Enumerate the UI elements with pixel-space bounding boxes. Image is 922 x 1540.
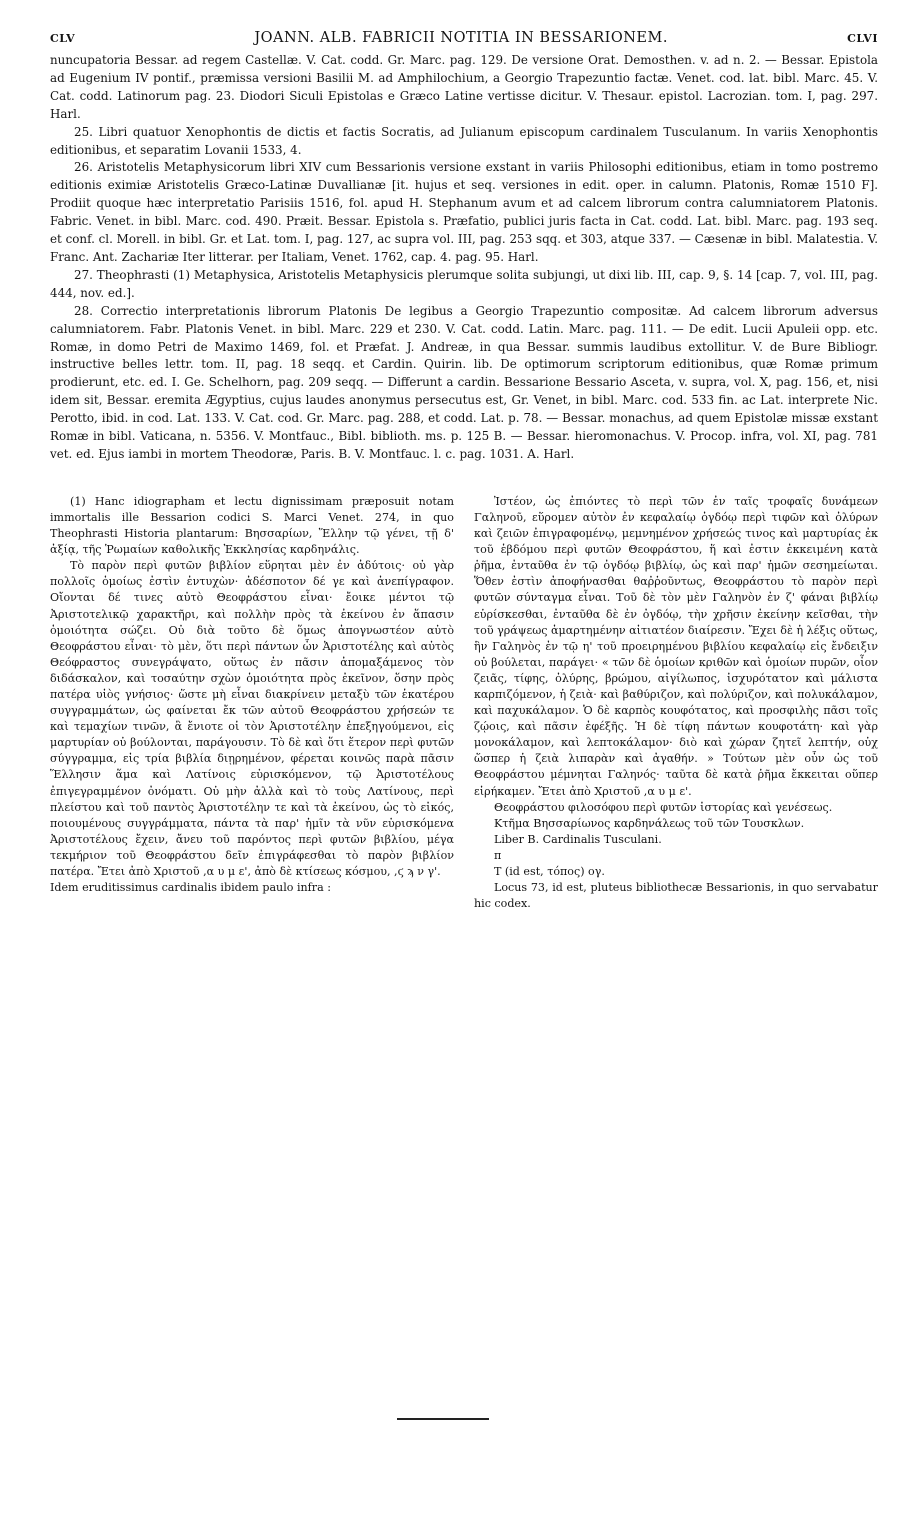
footnote-left-column: [50, 494, 454, 912]
footnote-symbol: π: [494, 848, 502, 862]
paragraph-item-25: 25. Libri quatuor Xenophontis de dictis et factis Socratis, ad Julianum episcopum cardinalem Tusculanum. In variis Xenophontis editionibus, et separatim Lovanii 1533, 4.: [50, 124, 878, 157]
paragraph-item-26: 26. Aristotelis Metaphysicorum libri XIV cum Bessarionis versione exstant in variis Philosophi editionibus, etiam in tomo postremo editionis eximiæ Aristotelis Græco-Latinæ Duvallianæ [it. hujus et seq. versiones in edit. oper. in calumn. Platonis, Romæ 1510 F]. Prodiit quoque hæc interpretatio Parisiis 1516, fol. apud H. Stephanum avum et ad calcem librorum contra calumniatorem Platonis. Fabric. Venet. in bibl. Marc. cod. 490. Præit. Bessar. Epistola s. Præfatio, publici juris facta in Cat. codd. Lat. bibl. Marc. pag. 193 seq. et conf. cl. Morell. in bibl. Gr. et Lat. tom. I, pag. 127, ac supra vol. III, pag. 253 sqq. et 303, atque 337. — Cæsenæ in bibl. Malatestia. V. Franc. Ant. Zachariæ Iter litterar. per Italiam, Venet. 1762, cap. 4. pag. 95. Harl.: [50, 160, 878, 264]
footnote-location-note: Locus 73, id est, pluteus bibliothecæ Bessarionis, in quo servabatur hic codex.: [474, 881, 878, 911]
main-text: [50, 52, 878, 464]
footnote-ownership: Κτῆμα Βησσαρίωνος καρδηνάλεως τοῦ τῶν Τουσκλων.: [494, 816, 805, 830]
footnote-greek-note: Τὸ παρὸν περὶ φυτῶν βιβλίον εὕρηται μὲν ἐν ἀδύτοις· οὐ γὰρ πολλοῖς ὁμοίως ἐστὶν ἐντυχὼν· ἀδέσποτον δέ γε καὶ ἀνεπίγραφον. Οἴονται δέ τινες αὐτὸ Θεοφράστου εἶναι· ἔοικε μέντοι τῷ Ἀριστοτελικῷ χαρακτῆρι, καὶ πολλὴν πρὸς τὰ ἐκείνου ἐν ἅπασιν ὁμοιότητα σώζει. Οὐ διὰ τοῦτο δὲ ὅμως ἀπογνωστέον αὐτὸ Θεοφράστου εἶναι· τὸ μὲν, ὅτι περὶ πάντων ὧν Ἀριστοτέλης καὶ αὐτὸς Θεόφραστος συνεγράψατο, οὕτως ἐν πᾶσιν ἀπομαξάμενος τὸν διδάσκαλον, καὶ τοσαύτην σχὼν ὁμοιότητα πρὸς ἐκεῖνον, ὅσην πρὸς πατέρα υἱὸς γνήσιος· ὥστε μὴ εἶναι διακρίνειν μεταξὺ τῶν ἑκατέρου συγγραμμάτων, ὡς φαίνεται ἔκ τῶν αὐτοῦ Θεοφράστου χρήσεών τε καὶ τεμαχίων τινῶν, ἃ ἔνιοτε οἱ τὸν Ἀριστοτέλην ἐπεξηγούμενοι, εἰς μαρτυρίαν οὐ βούλονται, παράγουσιν. Τὸ δὲ καὶ ὅτι ἕτερον περὶ φυτῶν σύγγραμμα, εἰς τρία βιβλία διῃρημένον, φέρεται κοινῶς παρὰ πᾶσιν Ἕλλησιν ἅμα καὶ Λατίνοις εὑρισκόμενον, τῷ Ἀριστοτέλους ἐπιγεγραμμένον ὀνόματι. Οὐ μὴν ἀλλὰ καὶ τὸ τοὺς Λατίνους, περὶ πλείστου καὶ τοῦ παντὸς Ἀριστοτέλην τε καὶ τὰ ἐκείνου, ὡς τὸ εἰκός, ποιουμένους συγγράμματα, πάντα τὰ παρ' ἡμῖν τὰ νῦν εὑρισκόμενα Ἀριστοτέλους ἔχειν, ἄνευ τοῦ παρόντος περὶ φυτῶν βιβλίου, μέγα τεκμήριον τοῦ Θεοφράστου δεῖν ἐπιγράφεσθαι τὸ παρὸν βιβλίον πατέρα. Ἔτει ἀπὸ Χριστοῦ ,α υ μ ε', ἀπὸ δὲ κτίσεως κόσμου, ,ϛ ϡ ν γ'.: [50, 559, 454, 878]
footnote-latin-owner: Liber B. Cardinalis Tusculani.: [494, 832, 662, 846]
footnote-greek-continuation: Ἰστέον, ὡς ἐπιόντες τὸ περὶ τῶν ἐν ταῖς τροφαῖς δυνάμεων Γαληνοῦ, εὕρομεν αὐτὸν ἐν κεφαλαίῳ ὀγδόῳ περὶ τιφῶν καὶ ὀλύρων καὶ ζειῶν ἐπιγραφομένῳ, μεμνημένον χρήσεώς τινος καὶ μαρτυρίας ἐκ τοῦ ἑβδόμου περὶ φυτῶν Θεοφράστου, ἥ καὶ ἐστιν ἐκκειμένη κατὰ ῥῆμα, ἐνταῦθα ἐν τῷ ὀγδόῳ βιβλίῳ, ὡς καὶ παρ' ἡμῶν σεσημείωται. Ὅθεν ἐστὶν ἀποφήνασθαι θαῤῥοῦντως, Θεοφράστου τὸ παρὸν περὶ φυτῶν σύνταγμα εἶναι. Τοῦ δὲ τὸν μὲν Γαληνὸν ἐν ζ' φάναι βιβλίῳ εὑρίσκεσθαι, ἐνταῦθα δὲ ἐν ὀγδόῳ, τὴν χρῆσιν ἐκείνην κεῖσθαι, τὴν τοῦ γράψεως ἁμαρτημένην αἰτιατέον διαίρεσιν. Ἔχει δὲ ἡ λέξις οὕτως, ἣν Γαληνὸς ἐν τῷ η' τοῦ προειρημένου βιβλίου κεφαλαίῳ εἰς ἔνδειξιν οὐ βούλεται, παράγει· « τῶν δὲ ὁμοίων κριθῶν καὶ ὁμοίων πυρῶν, οἷον ζειᾶς, τίφης, ὀλύρης, βρώμου, αἰγίλωπος, ἰσχυρότατον καὶ μάλιστα καρπιζόμενον, ἡ ζειὰ· καὶ βαθύριζον, καὶ πολύριζον, καὶ πολυκάλαμον, καὶ παχυκάλαμον. Ὁ δὲ καρπὸς κουφότατος, καὶ προσφιλὴς πᾶσι τοῖς ζῴοις, καὶ πᾶσιν ἐφέξῆς. Ἡ δὲ τίφη πάντων κουφοτάτη· καὶ γὰρ μονοκάλαμον, καὶ λεπτοκάλαμον· διὸ καὶ χώραν ζητεῖ λεπτήν, οὐχ ὥσπερ ἡ ζειὰ λιπαρὰν καὶ ἀγαθήν. » Τούτων μὲν οὖν ὡς τοῦ Θεοφράστου μέμνηται Γαληνός· ταῦτα δὲ κατὰ ῥῆμα ἔκκειται οὕπερ εἰρήκαμεν. Ἔτει ἀπὸ Χριστοῦ ,α υ μ ε'.: [474, 494, 878, 798]
footnote-transition: Idem eruditissimus cardinalis ibidem paulo infra :: [50, 881, 331, 895]
end-rule: [397, 1418, 489, 1420]
footnote-location-code: T (id est, τόπος) ογ.: [494, 865, 605, 878]
paragraph-item-28: 28. Correctio interpretationis librorum Platonis De legibus a Georgio Trapezuntio compositæ. Ad calcem librorum adversus calumniatorem. Fabr. Platonis Venet. in bibl. Marc. 229 et 230. V. Cat. codd. Latin. Marc. pag. 111. — De edit. Lucii Apuleii opp. etc. Romæ, in domo Petri de Maximo 1469, fol. et Præfat. J. Andreæ, in qua Bessar. summis laudibus extollitur. V. de Bure Bibliogr. instructive belles lettr. tom. II, pag. 18 seqq. et Cardin. Quirin. lib. De optimorum scriptorum editionibus, quæ Romæ primum prodierunt, etc. ed. I. Ge. Schelhorn, pag. 209 seqq. — Differunt a cardin. Bessarione Bessario Asceta, v. supra, vol. X, pag. 156, et, nisi idem sit, Bessar. eremita Ægyptius, cujus laudes anonymus persecutus est, Gr. Venet, in bibl. Marc. cod. 533 fin. ac Lat. interprete Nic. Perotto, ibid. in cod. Lat. 133. V. Cat. cod. Gr. Marc. pag. 288, et codd. Lat. p. 78. — Bessar. monachus, ad quem Epistolæ missæ exstant Romæ in bibl. Vaticana, n. 5356. V. Montfauc., Bibl. biblioth. ms. p. 125 B. — Bessar. hieromonachus. V. Procop. infra, vol. XI, pag. 781 vet. ed. Ejus iambi in mortem Theodoræ, Paris. B. V. Montfauc. l. c. pag. 1031. A. Harl.: [50, 303, 878, 461]
paragraph-continuation: nuncupatoria Bessar. ad regem Castellæ. V. Cat. codd. Gr. Marc. pag. 129. De versione Orat. Demosthen. v. ad n. 2. — Bessar. Epistola ad Eugenium IV pontif., præmissa versioni Basilii M. ad Amphilochium, a Georgio Trapezuntio factæ. Venet. cod. lat. bibl. Marc. 45. V. Cat. codd. Latinorum pag. 23. Diodori Siculi Epistolas e Græco Latine vertisse dicitur. V. Thesaur. epistol. Lacrozian. tom. I, pag. 297. Harl.: [50, 53, 878, 121]
footnote-codex-title: Θεοφράστου φιλοσόφου περὶ φυτῶν ἱστορίας καὶ γενέσεως.: [494, 800, 833, 814]
footnote-intro: (1) Hanc idiographam et lectu dignissimam præposuit notam immortalis ille Bessarion codici S. Marci Venet. 274, in quo Theophrasti Historia plantarum: Βησσαρίων, Ἕλλην τῷ γένει, τῇ δ' ἀξίᾳ, τῆς Ῥωμαίων καθολικῆς Ἐκκλησίας καρδηνάλις.: [50, 494, 454, 557]
footnote-right-column: [474, 494, 878, 912]
running-title: JOANN. ALB. FABRICII NOTITIA IN BESSARIONEM.: [254, 30, 668, 46]
folio-right: CLVI: [847, 32, 878, 45]
footnote-columns: [50, 494, 878, 912]
running-header: [50, 30, 878, 46]
paragraph-item-27: 27. Theophrasti (1) Metaphysica, Aristotelis Metaphysicis plerumque solita subjungi, ut dixi lib. III, cap. 9, §. 14 [cap. 7, vol. III, pag. 444, nov. ed.].: [50, 267, 878, 300]
folio-left: CLV: [50, 32, 76, 45]
